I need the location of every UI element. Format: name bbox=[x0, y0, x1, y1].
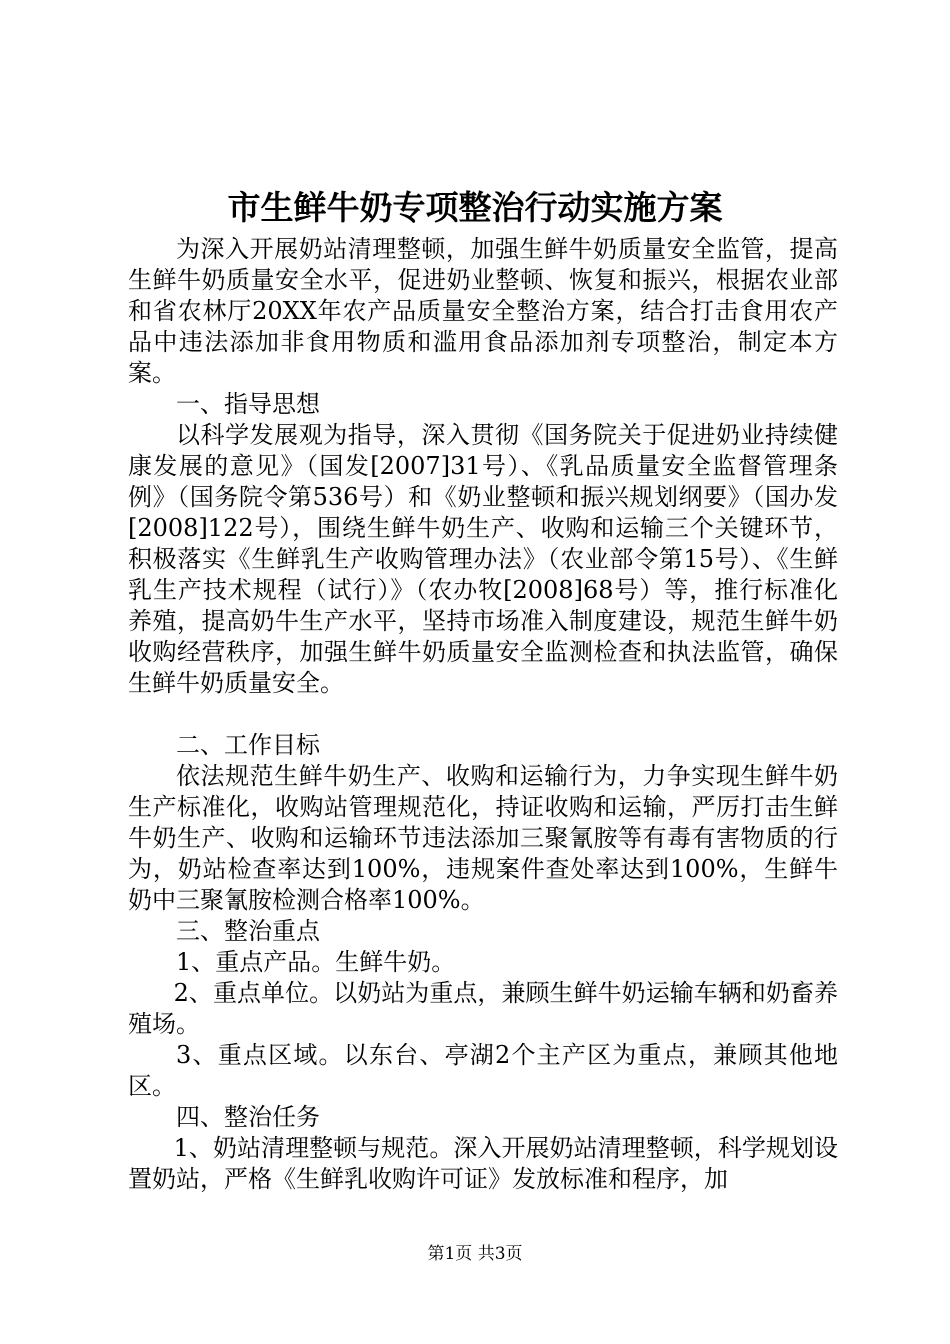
section-paragraph: 依法规范生鲜牛奶生产、收购和运输行为，力争实现生鲜牛奶生产标准化，收购站管理规范化，持证收购和运输，严厉打击生鲜牛奶生产、收购和运输环节违法添加三聚氰胺等有毒有害物质的行为，奶站检查率达到100%，违规案件查处率达到100%，生鲜牛奶中三聚氰胺检测合格率100%。 bbox=[128, 762, 838, 914]
blank-line bbox=[128, 699, 838, 730]
section-heading-guiding-ideology: 一、指导思想 bbox=[176, 390, 320, 418]
list-item: 1、重点产品。生鲜牛奶。 bbox=[176, 948, 456, 976]
list-item: 3、重点区域。以东台、亭湖2个主产区为重点，兼顾其他地区。 bbox=[128, 1041, 838, 1100]
document-body bbox=[128, 234, 838, 1195]
document-title: 市生鲜牛奶专项整治行动实施方案 bbox=[227, 188, 723, 227]
page-footer: 第1页 共3页 bbox=[427, 1244, 523, 1264]
section-heading-work-goals: 二、工作目标 bbox=[176, 731, 320, 759]
section-heading-tasks: 四、整治任务 bbox=[176, 1103, 320, 1131]
list-item: 1、奶站清理整顿与规范。深入开展奶站清理整顿，科学规划设置奶站，严格《生鲜乳收购许可证》发放标准和程序，加 bbox=[128, 1134, 838, 1193]
section-paragraph: 以科学发展观为指导，深入贯彻《国务院关于促进奶业持续健康发展的意见》（国发[2007]31号）、《乳品质量安全监督管理条例》（国务院令第536号）和《奶业整顿和振兴规划纲要》（国办发[2008]122号），围绕生鲜牛奶生产、收购和运输三个关键环节，积极落实《生鲜乳生产收购管理办法》（农业部令第15号）、《生鲜乳生产技术规程（试行）》（农办牧[2008]68号）等，推行标准化养殖，提高奶牛生产水平，坚持市场准入制度建设，规范生鲜牛奶收购经营秩序，加强生鲜牛奶质量安全监测检查和执法监管，确保生鲜牛奶质量安全。 bbox=[128, 421, 838, 697]
section-heading-key-targets: 三、整治重点 bbox=[176, 917, 320, 945]
intro-paragraph: 为深入开展奶站清理整顿，加强生鲜牛奶质量安全监管，提高生鲜牛奶质量安全水平，促进奶业整顿、恢复和振兴，根据农业部和省农林厅20XX年农产品质量安全整治方案，结合打击食用农产品中违法添加非食用物质和滥用食品添加剂专项整治，制定本方案。 bbox=[128, 235, 838, 387]
list-item: 2、重点单位。以奶站为重点，兼顾生鲜牛奶运输车辆和奶畜养殖场。 bbox=[128, 979, 838, 1038]
